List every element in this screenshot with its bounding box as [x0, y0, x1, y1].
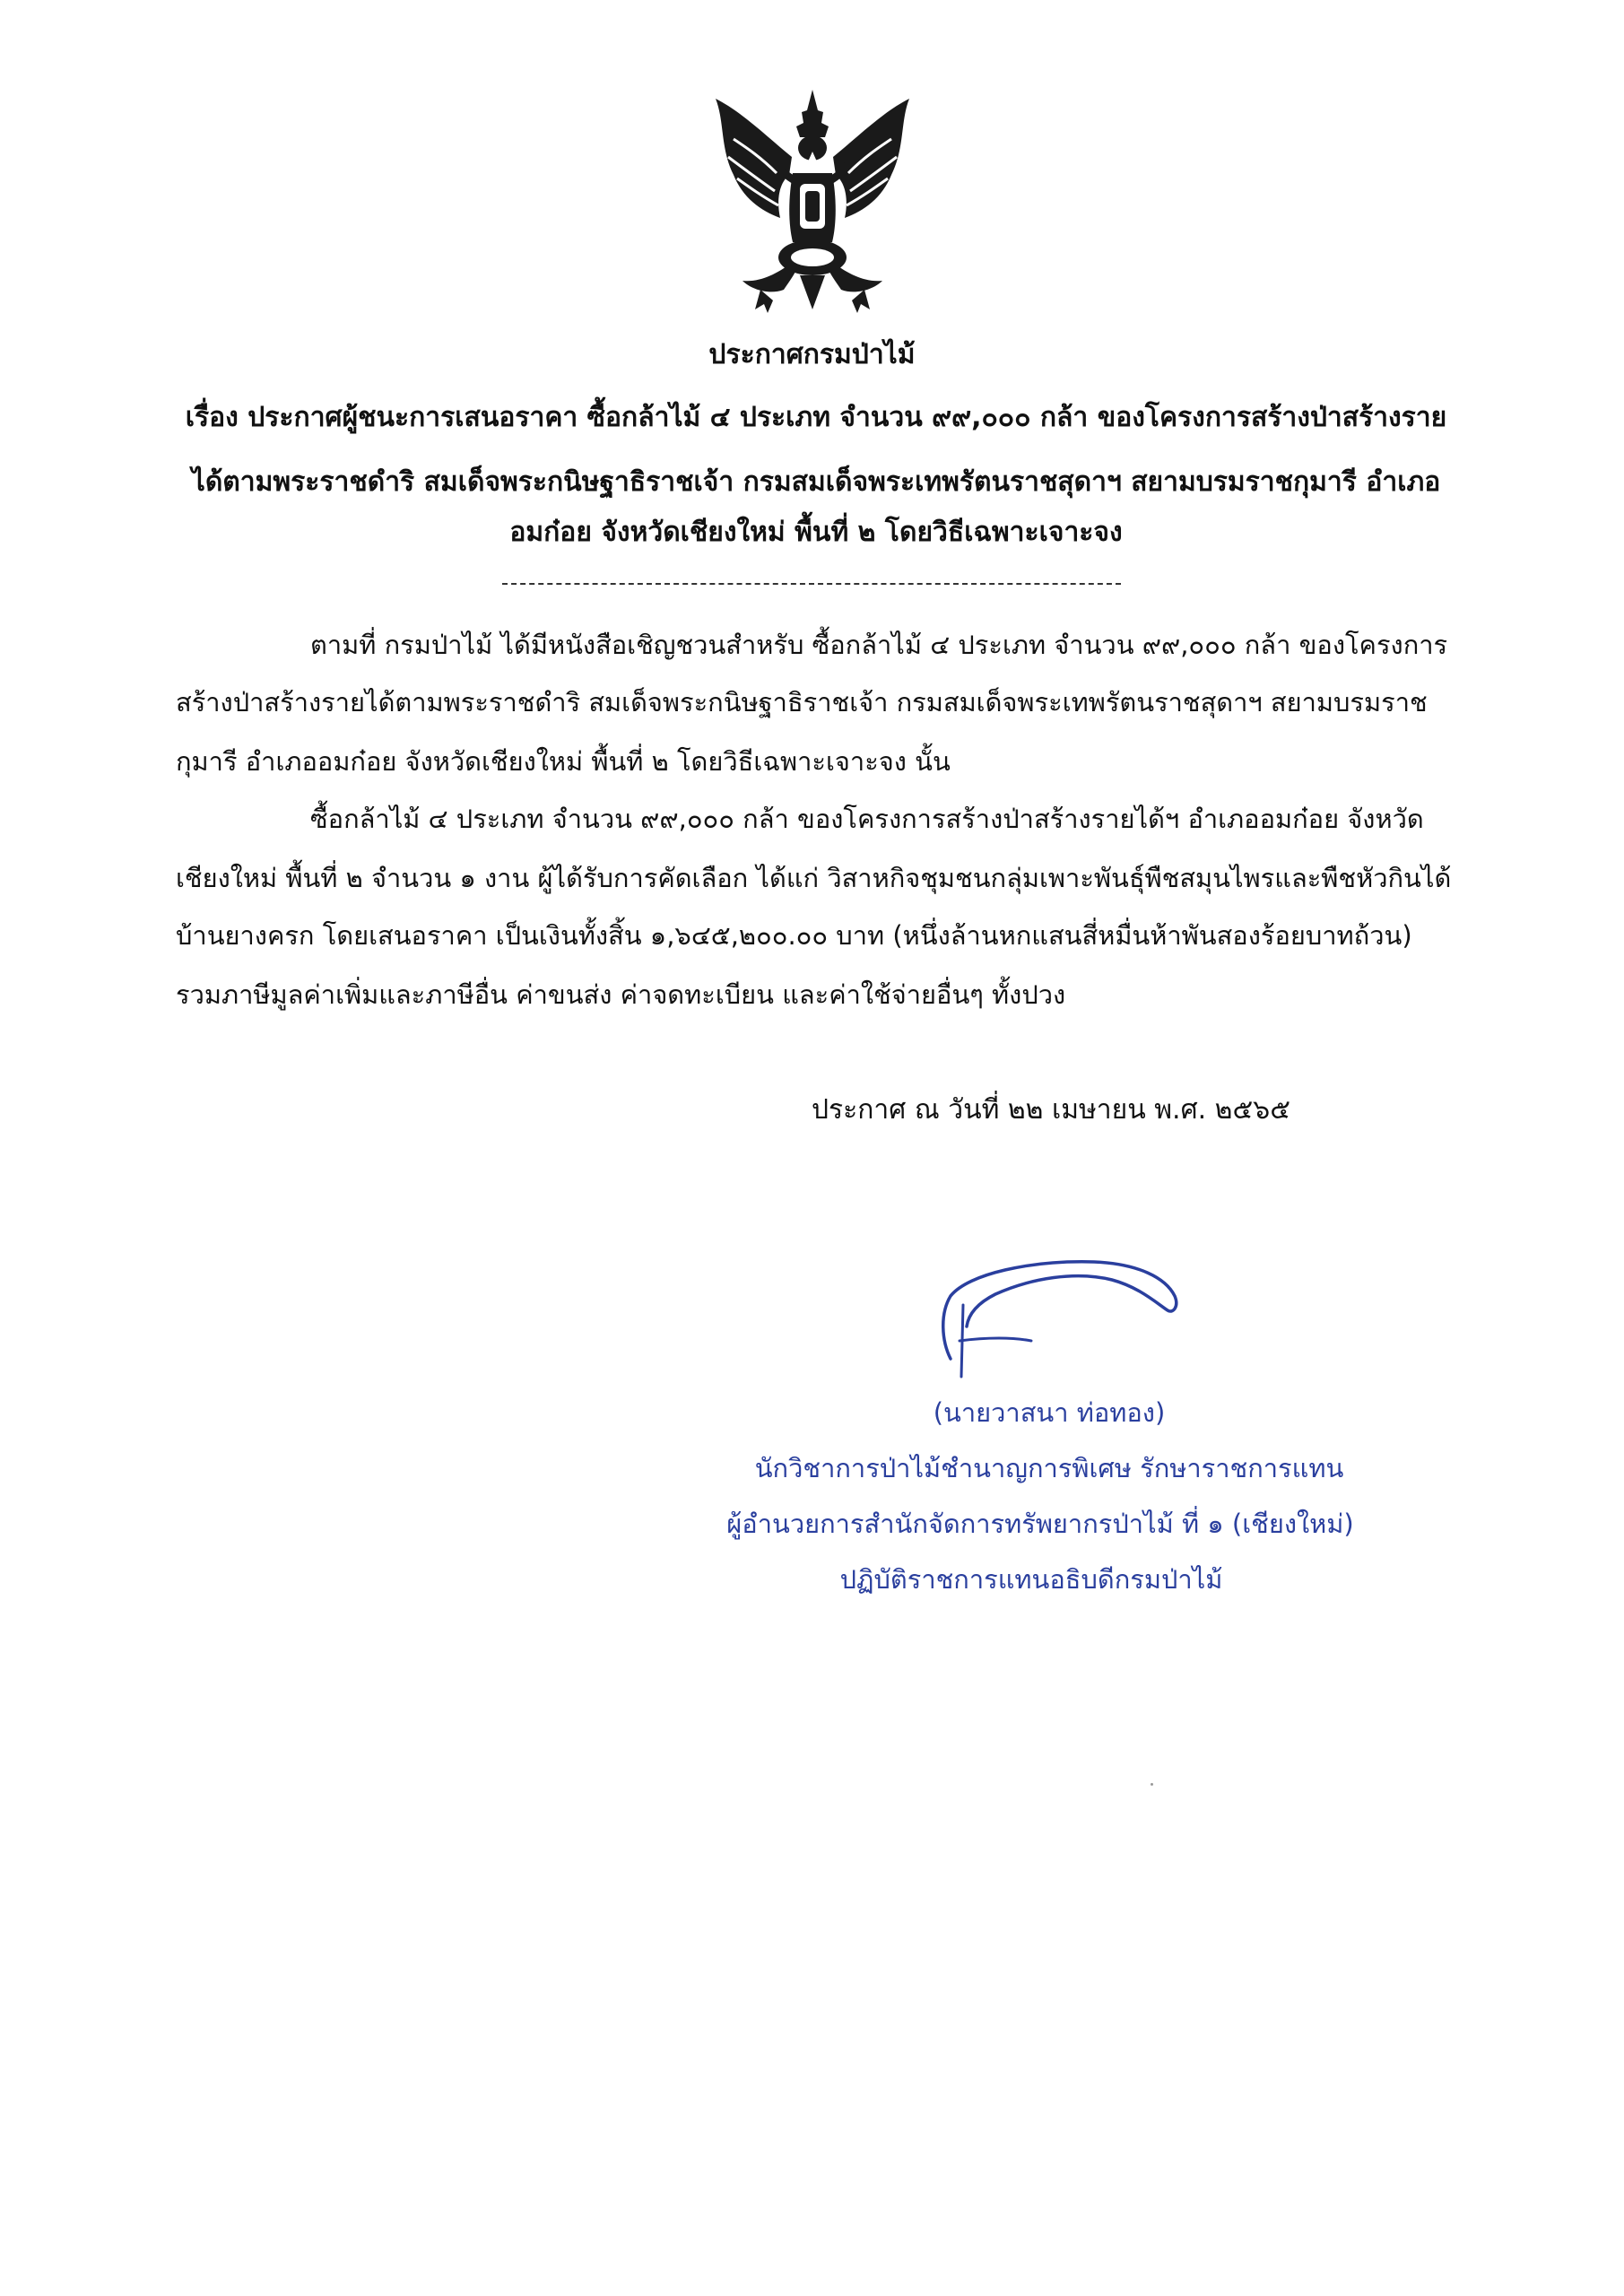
scan-speck [1151, 1783, 1153, 1786]
body-paragraph-2-line-1: ซื้อกล้าไม้ ๔ ประเภท จำนวน ๙๙,๐๐๐ กล้า ของโครงการสร้างป่าสร้างรายได้ฯ อำเภออมก๋อย จังหวัด [310, 804, 1424, 834]
signatory-position: นักวิชาการป่าไม้ชำนาญการพิเศษ รักษาราชการแทน [754, 1453, 1344, 1483]
page-title: ประกาศกรมป่าไม้ [708, 339, 916, 370]
handwritten-signature [933, 1251, 1202, 1386]
subject-line-1: เรื่อง ประกาศผู้ชนะการเสนอราคา ซื้อกล้าไม้ ๔ ประเภท จำนวน ๙๙,๐๐๐ กล้า ของโครงการสร้างป่าสร้างราย [185, 402, 1447, 433]
subject-line-3: อมก๋อย จังหวัดเชียงใหม่ พื้นที่ ๒ โดยวิธีเฉพาะเจาะจง [509, 517, 1123, 548]
subject-line-2: ได้ตามพระราชดำริ สมเด็จพระกนิษฐาธิราชเจ้า กรมสมเด็จพระเทพรัตนราชสุดาฯ สยามบรมราชกุมารี อำเภอ [191, 466, 1441, 498]
garuda-emblem-icon [707, 85, 918, 323]
body-paragraph-1-line-1: ตามที่ กรมป่าไม้ ได้มีหนังสือเชิญชวนสำหรับ ซื้อกล้าไม้ ๔ ประเภท จำนวน ๙๙,๐๐๐ กล้า ของโครงการ [310, 630, 1448, 660]
signatory-acting: ปฏิบัติราชการแทนอธิบดีกรมป่าไม้ [839, 1564, 1223, 1595]
body-paragraph-2-line-4: รวมภาษีมูลค่าเพิ่มและภาษีอื่น ค่าขนส่ง ค่าจดทะเบียน และค่าใช้จ่ายอื่นๆ ทั้งปวง [176, 979, 1066, 1010]
body-paragraph-2-line-2: เชียงใหม่ พื้นที่ ๒ จำนวน ๑ งาน ผู้ได้รับการคัดเลือก ได้แก่ วิสาหกิจชุมชนกลุ่มเพาะพันธุ์พืชสมุนไพรและพืชหัวกินได้ [176, 863, 1452, 893]
body-paragraph-2-line-3: บ้านยางครก โดยเสนอราคา เป็นเงินทั้งสิ้น ๑,๖๔๕,๒๐๐.๐๐ บาท (หนึ่งล้านหกแสนสี่หมื่นห้าพันสองร้อยบาทถ้วน) [176, 920, 1412, 951]
signatory-name: (นายวาสนา ท่อทอง) [933, 1397, 1166, 1428]
separator-rule [502, 583, 1121, 585]
body-paragraph-1-line-3: กุมารี อำเภออมก๋อย จังหวัดเชียงใหม่ พื้นที่ ๒ โดยวิธีเฉพาะเจาะจง นั้น [176, 746, 951, 777]
signatory-office: ผู้อำนวยการสำนักจัดการทรัพยากรป่าไม้ ที่ ๑ (เชียงใหม่) [726, 1509, 1354, 1539]
body-paragraph-1-line-2: สร้างป่าสร้างรายได้ตามพระราชดำริ สมเด็จพระกนิษฐาธิราชเจ้า กรมสมเด็จพระเทพรัตนราชสุดาฯ สยามบรมราช [176, 687, 1428, 718]
announcement-date: ประกาศ ณ วันที่ ๒๒ เมษายน พ.ศ. ๒๕๖๕ [812, 1094, 1290, 1126]
